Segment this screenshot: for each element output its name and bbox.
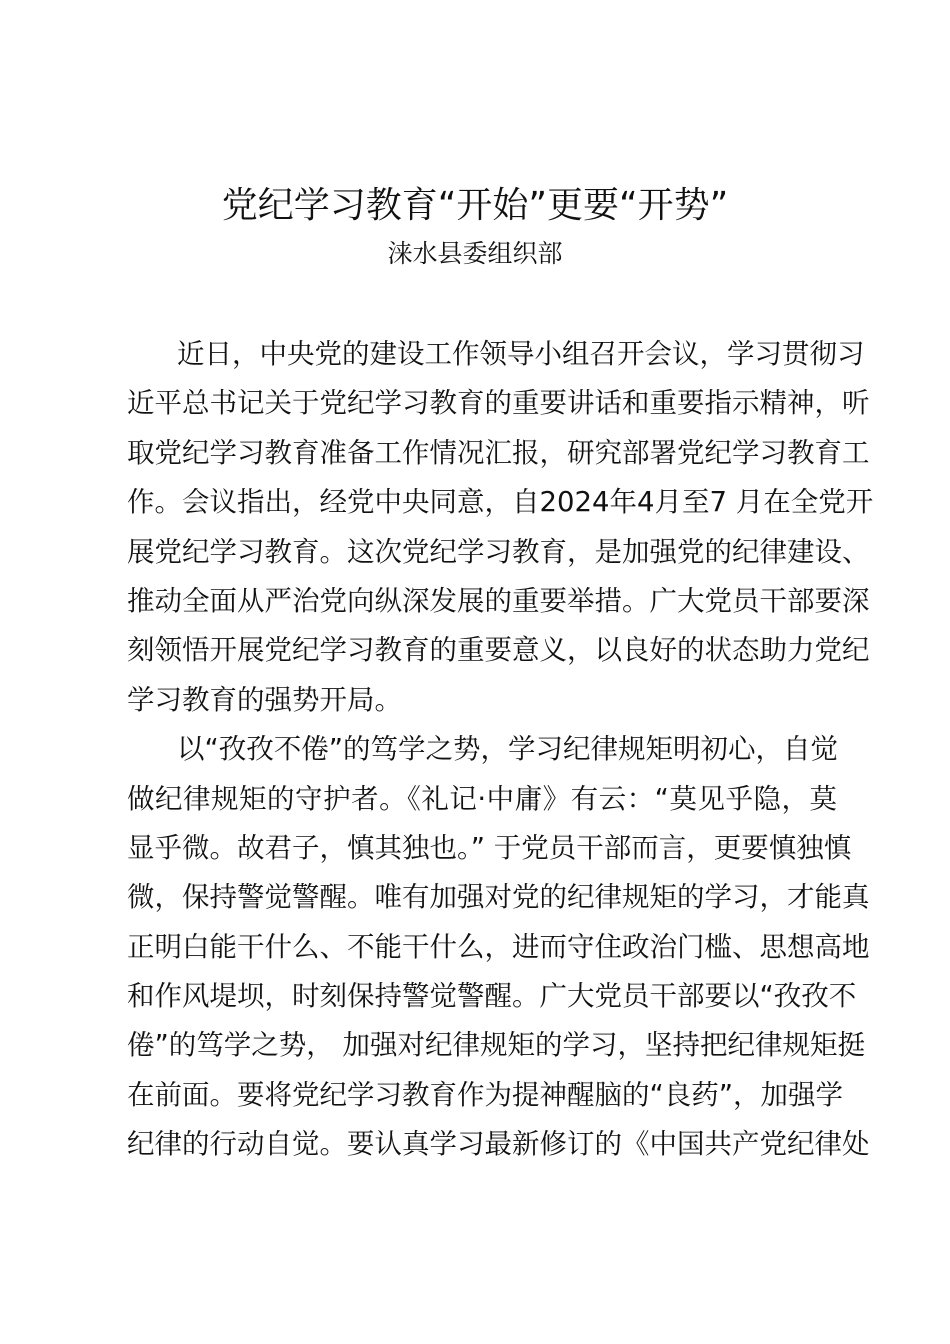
document-author: 涞水县委组织部: [387, 239, 563, 268]
text-line: 展党纪学习教育。这次党纪学习教育，是加强党的纪律建设、: [127, 535, 870, 568]
text-line: 和作风堤坝，时刻保持警觉警醒。广大党员干部要以“孜孜不: [127, 980, 857, 1013]
text-line: 近平总书记关于党纪学习教育的重要讲话和重要指示精神，听: [127, 387, 870, 420]
text-line: 微，保持警觉警醒。唯有加强对党的纪律规矩的学习，才能真: [127, 881, 870, 914]
text-line: 显乎微。故君子，慎其独也。” 于党员干部而言，更要慎独慎: [127, 831, 852, 864]
text-line: 正明白能干什么、不能干什么，进而守住政治门槛、思想高地: [127, 930, 870, 963]
document-title: 党纪学习教育“开始”更要“开势”: [221, 185, 729, 226]
text-line: 学习教育的强势开局。: [127, 683, 402, 716]
text-line: 倦”的笃学之势， 加强对纪律规矩的学习，坚持把纪律规矩挺: [127, 1029, 865, 1062]
text-line: 刻领悟开展党纪学习教育的重要意义，以良好的状态助力党纪: [127, 634, 870, 667]
document-body: [127, 330, 874, 1170]
text-line: 以“孜孜不倦”的笃学之势，学习纪律规矩明初心，自觉: [177, 733, 838, 766]
text-line: 取党纪学习教育准备工作情况汇报，研究部署党纪学习教育工: [127, 436, 870, 469]
paragraph-2: [127, 725, 870, 1170]
text-line: 做纪律规矩的守护者。《礼记·中庸》有云：“莫见乎隐，莫: [127, 782, 837, 815]
text-line: 作。会议指出，经党中央同意，自2024年4月至7 月在全党开: [127, 486, 874, 519]
text-line: 在前面。要将党纪学习教育作为提神醒脑的“良药”，加强学: [127, 1078, 843, 1111]
text-line: 纪律的行动自觉。要认真学习最新修订的《中国共产党纪律处: [127, 1128, 870, 1161]
text-line: 近日，中央党的建设工作领导小组召开会议，学习贯彻习: [177, 338, 865, 370]
paragraph-1: [127, 330, 874, 725]
text-line: 推动全面从严治党向纵深发展的重要举措。广大党员干部要深: [127, 584, 870, 617]
